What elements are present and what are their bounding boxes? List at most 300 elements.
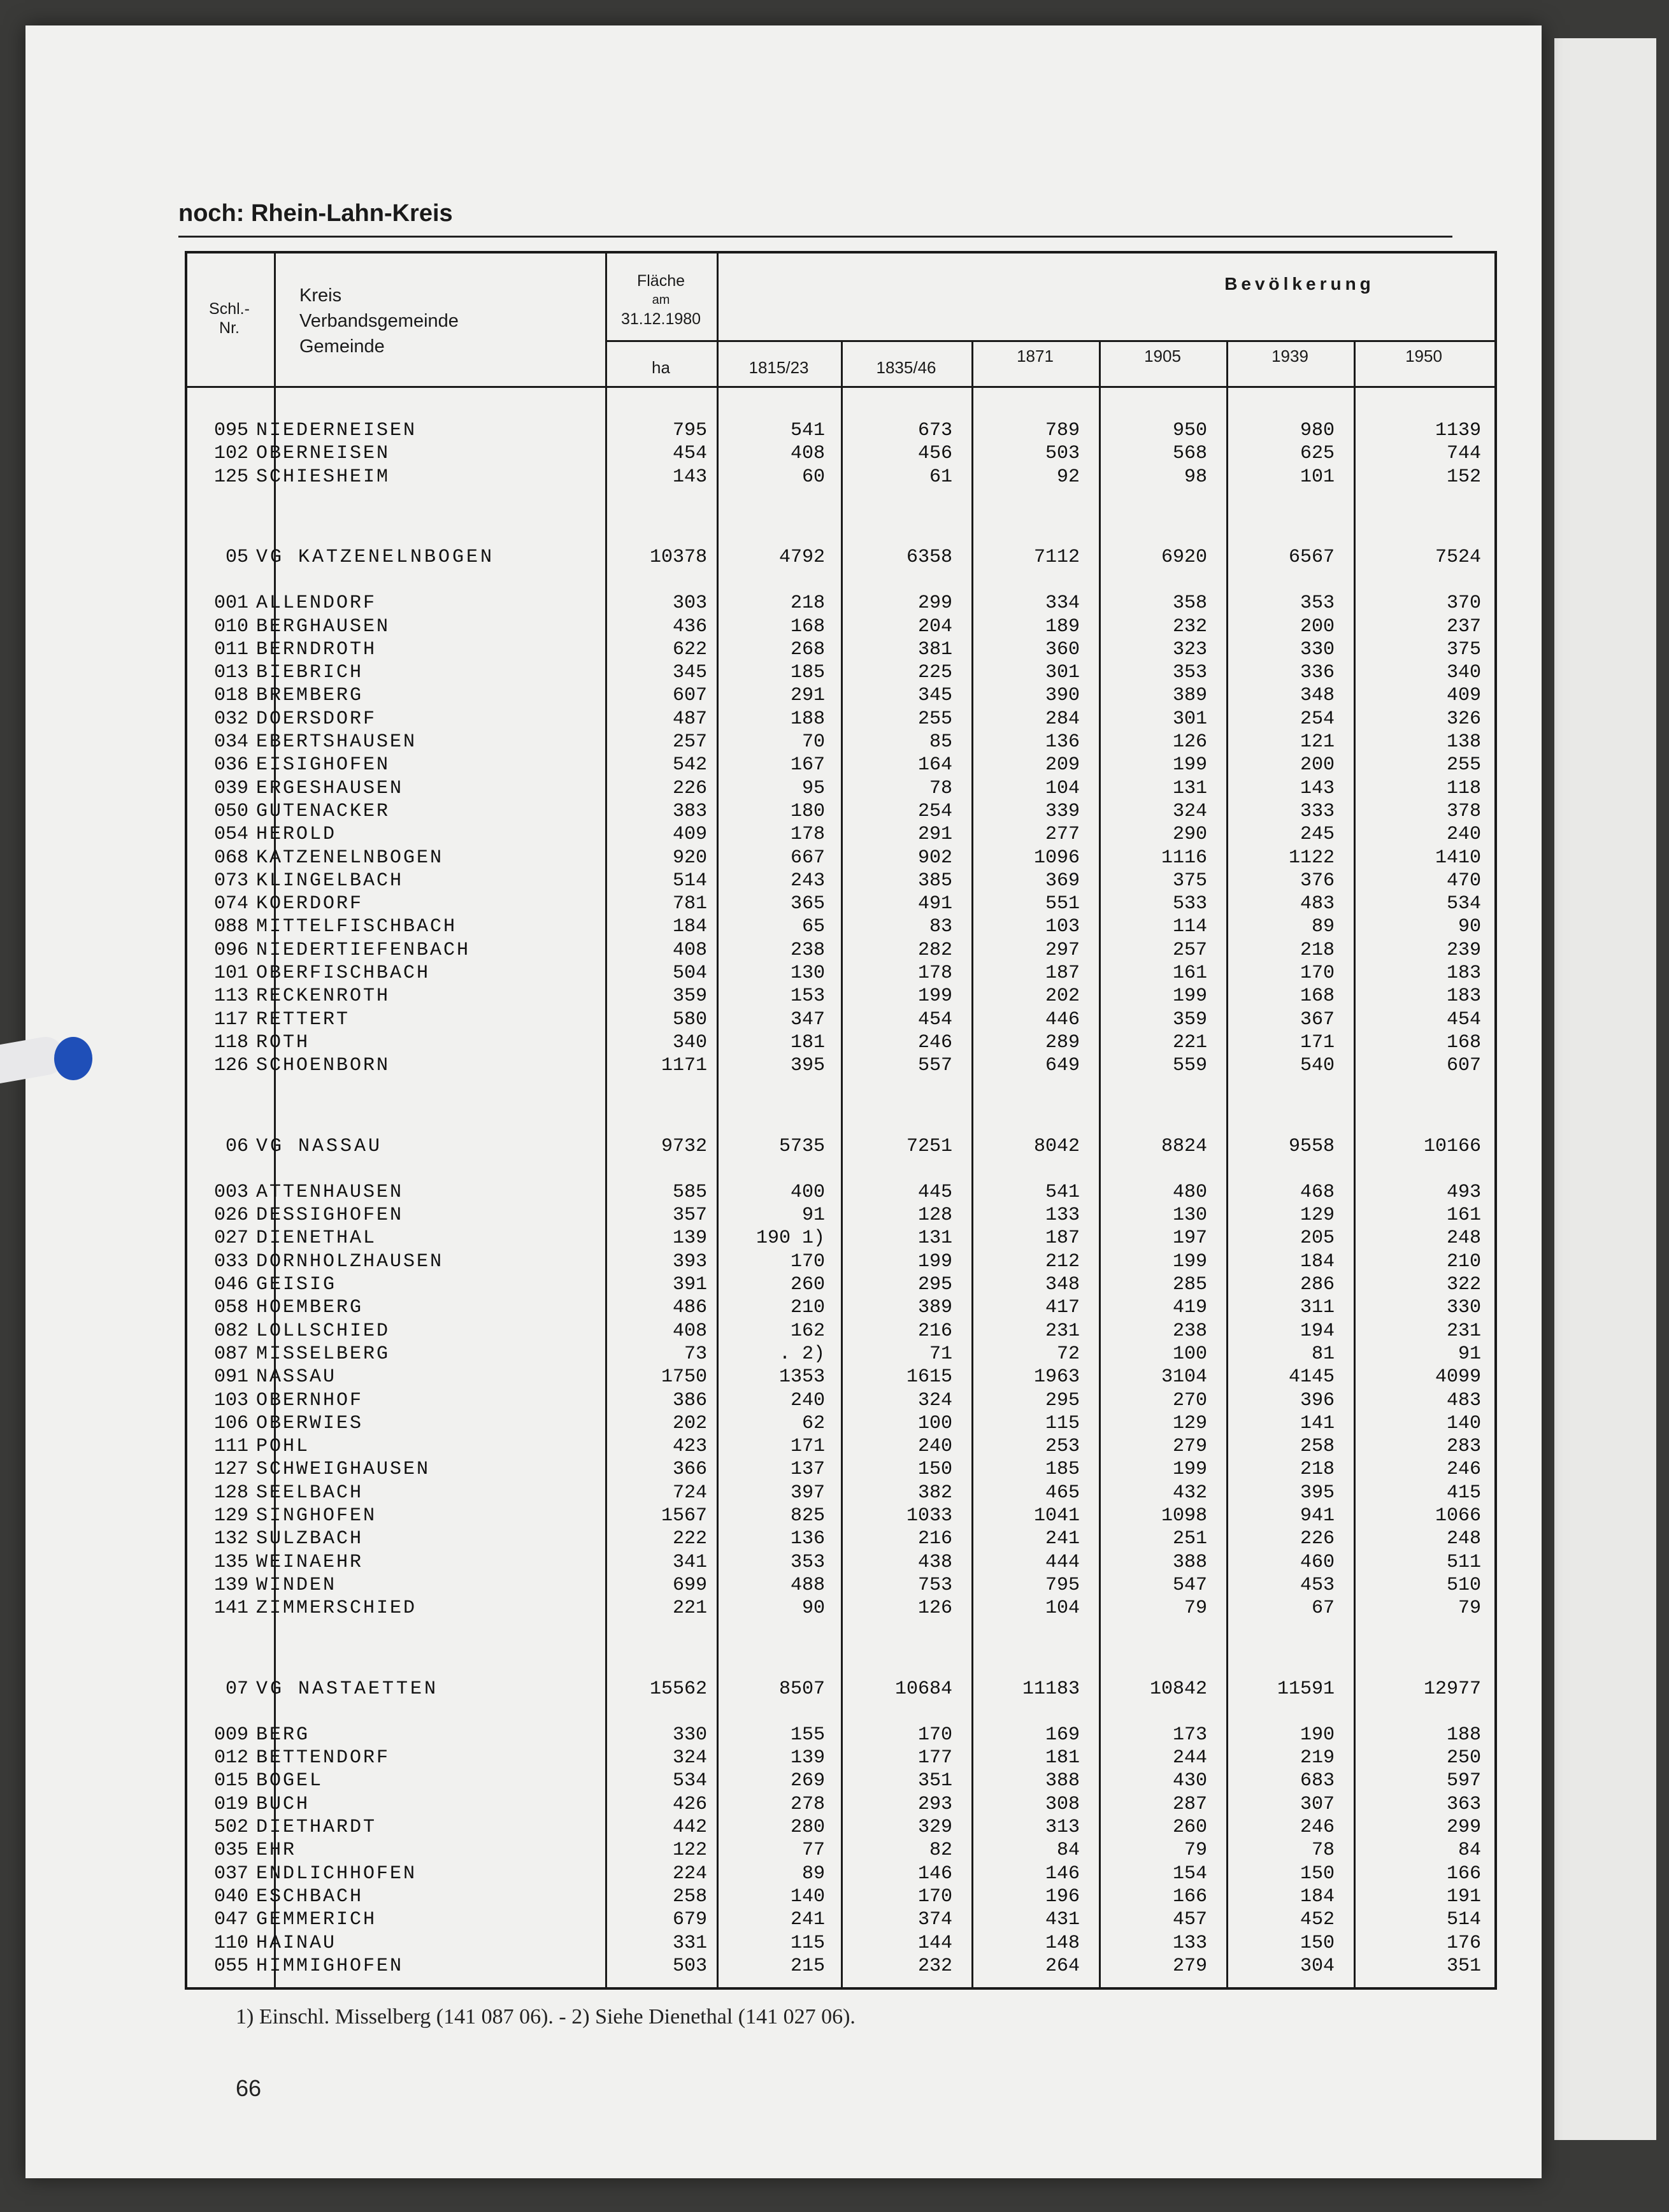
row-population-2: 551 xyxy=(1045,893,1080,915)
row-population-1: 240 xyxy=(917,1436,952,1458)
row-population-2: 390 xyxy=(1045,685,1080,707)
row-population-0: 667 xyxy=(790,846,825,869)
row-population-0: 400 xyxy=(790,1181,825,1203)
table-row xyxy=(185,662,1497,685)
table-row xyxy=(185,1955,1497,1978)
row-population-3: 950 xyxy=(1172,420,1207,441)
row-population-1: 199 xyxy=(917,985,952,1008)
row-population-4: 9558 xyxy=(1288,1135,1335,1157)
verbandsgemeinde-row xyxy=(185,546,1497,569)
row-population-4: 200 xyxy=(1300,615,1335,638)
row-number: 05 xyxy=(225,546,248,568)
row-area-ha: 15562 xyxy=(649,1678,707,1700)
row-name: POHL xyxy=(256,1436,310,1458)
table-row xyxy=(185,801,1497,824)
row-population-5: 118 xyxy=(1446,777,1481,799)
row-population-2: 1963 xyxy=(1033,1366,1080,1388)
row-area-ha: 408 xyxy=(672,939,707,961)
row-area-ha: 1567 xyxy=(661,1505,707,1527)
row-name: NASSAU xyxy=(256,1366,337,1388)
row-area-ha: 442 xyxy=(672,1816,707,1838)
row-population-2: 301 xyxy=(1045,662,1080,684)
row-population-2: 148 xyxy=(1045,1932,1080,1954)
row-name: ALLENDORF xyxy=(256,592,377,615)
row-population-1: 753 xyxy=(917,1574,952,1596)
row-population-1: 456 xyxy=(917,443,952,465)
row-name: SEELBACH xyxy=(256,1481,364,1504)
row-population-2: 185 xyxy=(1045,1459,1080,1481)
row-population-3: 244 xyxy=(1172,1747,1207,1769)
row-name: SCHIESHEIM xyxy=(256,466,390,488)
row-population-2: 308 xyxy=(1045,1793,1080,1815)
row-population-4: 330 xyxy=(1300,638,1335,660)
row-area-ha: 345 xyxy=(672,662,707,684)
row-population-2: 136 xyxy=(1045,731,1080,753)
row-population-2: 348 xyxy=(1045,1274,1080,1295)
row-population-3: 547 xyxy=(1172,1574,1207,1596)
row-population-3: 154 xyxy=(1172,1862,1207,1885)
row-area-ha: 781 xyxy=(672,893,707,915)
row-population-1: 291 xyxy=(917,824,952,846)
row-population-1: 177 xyxy=(917,1747,952,1769)
header-bevoelkerung: Bevölkerung xyxy=(1224,274,1375,294)
row-population-3: 290 xyxy=(1172,824,1207,846)
row-population-5: 183 xyxy=(1446,962,1481,984)
header-year: 1871 xyxy=(1017,346,1054,366)
row-population-5: 176 xyxy=(1446,1932,1481,1954)
row-population-2: 465 xyxy=(1045,1481,1080,1504)
row-area-ha: 920 xyxy=(672,846,707,869)
row-population-3: 173 xyxy=(1172,1723,1207,1746)
row-population-1: 10684 xyxy=(894,1678,952,1700)
row-population-3: 130 xyxy=(1172,1204,1207,1227)
row-area-ha: 699 xyxy=(672,1574,707,1596)
row-population-4: 194 xyxy=(1300,1320,1335,1342)
row-area-ha: 487 xyxy=(672,708,707,730)
row-population-0: 140 xyxy=(790,1885,825,1908)
row-number: 047 xyxy=(213,1909,248,1931)
row-name: ERGESHAUSEN xyxy=(256,777,404,799)
row-population-5: 299 xyxy=(1446,1816,1481,1838)
row-area-ha: 226 xyxy=(672,777,707,799)
row-area-ha: 221 xyxy=(672,1597,707,1620)
row-population-4: 246 xyxy=(1300,1816,1335,1838)
row-population-1: 345 xyxy=(917,685,952,707)
row-population-2: 103 xyxy=(1045,916,1080,938)
row-name: VG NASSAU xyxy=(256,1135,383,1157)
table-row xyxy=(185,1505,1497,1528)
table-row xyxy=(185,1886,1497,1909)
table-row xyxy=(185,708,1497,731)
row-population-1: 381 xyxy=(917,638,952,660)
row-population-4: 4145 xyxy=(1288,1366,1335,1388)
row-population-5: 375 xyxy=(1446,638,1481,660)
row-population-1: 254 xyxy=(917,800,952,822)
row-population-3: 323 xyxy=(1172,638,1207,660)
row-population-4: 245 xyxy=(1300,824,1335,846)
table-row xyxy=(185,420,1497,443)
row-area-ha: 386 xyxy=(672,1389,707,1411)
row-population-5: 534 xyxy=(1446,893,1481,915)
row-name: WEINAEHR xyxy=(256,1551,364,1573)
row-population-3: 232 xyxy=(1172,615,1207,638)
row-population-0: 365 xyxy=(790,893,825,915)
row-population-1: 83 xyxy=(929,916,952,938)
row-population-4: 150 xyxy=(1300,1932,1335,1954)
row-area-ha: 257 xyxy=(672,731,707,753)
row-name: VG NASTAETTEN xyxy=(256,1678,439,1700)
row-name: GEISIG xyxy=(256,1274,337,1295)
row-number: 06 xyxy=(225,1135,248,1157)
table-row xyxy=(185,466,1497,489)
row-population-4: 307 xyxy=(1300,1793,1335,1815)
row-population-2: 169 xyxy=(1045,1723,1080,1746)
table-row xyxy=(185,1747,1497,1770)
row-population-0: 218 xyxy=(790,592,825,615)
row-name: DORNHOLZHAUSEN xyxy=(256,1250,444,1273)
row-population-3: 114 xyxy=(1172,916,1207,938)
row-number: 039 xyxy=(213,777,248,799)
row-population-3: 559 xyxy=(1172,1055,1207,1077)
row-name: EHR xyxy=(256,1839,297,1862)
row-name: BERG xyxy=(256,1723,310,1746)
row-population-5: 514 xyxy=(1446,1909,1481,1931)
row-area-ha: 383 xyxy=(672,800,707,822)
table-row xyxy=(185,1032,1497,1055)
row-name: DIENETHAL xyxy=(256,1227,377,1250)
row-population-4: 6567 xyxy=(1288,546,1335,568)
row-area-ha: 1750 xyxy=(661,1366,707,1388)
row-population-1: 438 xyxy=(917,1551,952,1573)
row-area-ha: 504 xyxy=(672,962,707,984)
row-population-5: 1066 xyxy=(1435,1505,1481,1527)
row-population-0: 238 xyxy=(790,939,825,961)
row-area-ha: 607 xyxy=(672,685,707,707)
row-population-5: 607 xyxy=(1446,1055,1481,1077)
row-population-3: 98 xyxy=(1184,466,1207,488)
row-population-4: 184 xyxy=(1300,1885,1335,1908)
row-population-3: 301 xyxy=(1172,708,1207,730)
row-population-1: 445 xyxy=(917,1181,952,1203)
header-schl-nr: Schl.- Nr. xyxy=(209,300,250,337)
table-row xyxy=(185,778,1497,801)
row-population-3: 533 xyxy=(1172,893,1207,915)
table-row xyxy=(185,1320,1497,1343)
row-area-ha: 393 xyxy=(672,1250,707,1273)
row-population-0: 278 xyxy=(790,1793,825,1815)
row-area-ha: 341 xyxy=(672,1551,707,1573)
row-population-3: 270 xyxy=(1172,1389,1207,1411)
row-population-2: 339 xyxy=(1045,800,1080,822)
row-population-2: 297 xyxy=(1045,939,1080,961)
row-number: 129 xyxy=(213,1505,248,1527)
row-population-4: 226 xyxy=(1300,1528,1335,1550)
row-area-ha: 143 xyxy=(672,466,707,488)
row-population-5: 246 xyxy=(1446,1459,1481,1481)
row-number: 096 xyxy=(213,939,248,961)
row-population-0: 139 xyxy=(790,1747,825,1769)
row-population-1: 100 xyxy=(917,1412,952,1434)
row-population-4: 101 xyxy=(1300,466,1335,488)
row-population-5: 10166 xyxy=(1423,1135,1481,1157)
row-number: 013 xyxy=(213,662,248,684)
row-population-0: 167 xyxy=(790,754,825,776)
row-population-1: 144 xyxy=(917,1932,952,1954)
row-population-1: 299 xyxy=(917,592,952,615)
table-row xyxy=(185,639,1497,662)
row-population-5: 330 xyxy=(1446,1297,1481,1319)
row-number: 015 xyxy=(213,1770,248,1792)
row-name: HEROLD xyxy=(256,824,337,846)
row-population-4: 258 xyxy=(1300,1436,1335,1458)
row-area-ha: 580 xyxy=(672,1008,707,1031)
row-population-2: 289 xyxy=(1045,1031,1080,1053)
row-population-5: 240 xyxy=(1446,824,1481,846)
row-population-3: 131 xyxy=(1172,777,1207,799)
table-row xyxy=(185,1227,1497,1250)
row-number: 118 xyxy=(213,1031,248,1053)
row-population-2: 253 xyxy=(1045,1436,1080,1458)
row-number: 033 xyxy=(213,1250,248,1273)
row-population-1: 216 xyxy=(917,1320,952,1342)
row-population-1: 295 xyxy=(917,1274,952,1295)
header-date-line: 31.12.1980 xyxy=(620,310,701,328)
row-population-2: 209 xyxy=(1045,754,1080,776)
row-name: SINGHOFEN xyxy=(256,1505,377,1527)
row-name: GEMMERICH xyxy=(256,1909,377,1931)
row-population-2: 146 xyxy=(1045,1862,1080,1885)
row-population-1: 178 xyxy=(917,962,952,984)
row-population-5: 454 xyxy=(1446,1008,1481,1031)
row-population-4: 395 xyxy=(1300,1481,1335,1504)
row-population-3: 419 xyxy=(1172,1297,1207,1319)
row-population-0: 136 xyxy=(790,1528,825,1550)
row-population-5: 363 xyxy=(1446,1793,1481,1815)
row-area-ha: 795 xyxy=(672,420,707,441)
row-population-3: 279 xyxy=(1172,1436,1207,1458)
row-number: 126 xyxy=(213,1055,248,1077)
row-population-3: 199 xyxy=(1172,1250,1207,1273)
row-population-1: 491 xyxy=(917,893,952,915)
row-population-2: 187 xyxy=(1045,962,1080,984)
row-population-3: 6920 xyxy=(1161,546,1207,568)
row-population-5: 166 xyxy=(1446,1862,1481,1885)
row-name: BETTENDORF xyxy=(256,1747,390,1769)
row-population-5: 351 xyxy=(1446,1955,1481,1977)
row-population-2: 277 xyxy=(1045,824,1080,846)
row-population-0: 280 xyxy=(790,1816,825,1838)
row-population-2: 202 xyxy=(1045,985,1080,1008)
page-number: 66 xyxy=(236,2075,262,2101)
row-population-2: 72 xyxy=(1056,1343,1080,1365)
row-population-4: 483 xyxy=(1300,893,1335,915)
row-population-1: 61 xyxy=(929,466,952,488)
row-population-4: 89 xyxy=(1311,916,1335,938)
row-name: RETTERT xyxy=(256,1008,350,1031)
row-name: ZIMMERSCHIED xyxy=(256,1597,417,1620)
row-population-0: 180 xyxy=(790,800,825,822)
table-row xyxy=(185,1528,1497,1551)
row-population-4: 348 xyxy=(1300,685,1335,707)
row-population-3: 358 xyxy=(1172,592,1207,615)
row-population-5: 597 xyxy=(1446,1770,1481,1792)
row-population-0: 240 xyxy=(790,1389,825,1411)
row-name: DOERSDORF xyxy=(256,708,377,730)
row-population-1: 131 xyxy=(917,1227,952,1250)
row-population-3: 1116 xyxy=(1161,846,1207,869)
row-population-0: 5735 xyxy=(778,1135,825,1157)
row-population-2: 446 xyxy=(1045,1008,1080,1031)
row-population-4: 683 xyxy=(1300,1770,1335,1792)
row-area-ha: 324 xyxy=(672,1747,707,1769)
row-population-4: 336 xyxy=(1300,662,1335,684)
row-population-0: 130 xyxy=(790,962,825,984)
row-population-5: 152 xyxy=(1446,466,1481,488)
row-name: KLINGELBACH xyxy=(256,869,404,892)
row-population-4: 453 xyxy=(1300,1574,1335,1596)
row-area-ha: 202 xyxy=(672,1412,707,1434)
row-name: GUTENACKER xyxy=(256,800,390,822)
row-population-4: 219 xyxy=(1300,1747,1335,1769)
row-name: HAINAU xyxy=(256,1932,337,1954)
table-row xyxy=(185,1932,1497,1955)
row-number: 010 xyxy=(213,615,248,638)
row-population-5: 168 xyxy=(1446,1031,1481,1053)
row-number: 027 xyxy=(213,1227,248,1250)
header-unit: ha xyxy=(652,358,670,377)
row-population-0: 268 xyxy=(790,638,825,660)
row-population-5: 370 xyxy=(1446,592,1481,615)
row-area-ha: 454 xyxy=(672,443,707,465)
row-population-2: 444 xyxy=(1045,1551,1080,1573)
row-area-ha: 139 xyxy=(672,1227,707,1250)
row-area-ha: 426 xyxy=(672,1793,707,1815)
row-number: 082 xyxy=(213,1320,248,1342)
row-population-0: 95 xyxy=(801,777,825,799)
verbandsgemeinde-row xyxy=(185,1678,1497,1701)
row-number: 091 xyxy=(213,1366,248,1388)
row-name: NIEDERTIEFENBACH xyxy=(256,939,471,961)
row-population-3: 568 xyxy=(1172,443,1207,465)
row-area-ha: 534 xyxy=(672,1770,707,1792)
row-population-0: 269 xyxy=(790,1770,825,1792)
row-population-4: 129 xyxy=(1300,1204,1335,1227)
row-population-0: 155 xyxy=(790,1723,825,1746)
row-number: 055 xyxy=(213,1955,248,1977)
table-row xyxy=(185,1794,1497,1816)
row-name: DESSIGHOFEN xyxy=(256,1204,404,1227)
row-name: EBERTSHAUSEN xyxy=(256,731,417,753)
row-population-3: 285 xyxy=(1172,1274,1207,1295)
row-population-3: 166 xyxy=(1172,1885,1207,1908)
row-population-1: 324 xyxy=(917,1389,952,1411)
row-population-3: 3104 xyxy=(1161,1366,1207,1388)
row-population-4: 311 xyxy=(1300,1297,1335,1319)
row-population-2: 795 xyxy=(1045,1574,1080,1596)
row-population-1: 225 xyxy=(917,662,952,684)
row-area-ha: 224 xyxy=(672,1862,707,1885)
row-name: OBERNEISEN xyxy=(256,443,390,465)
row-area-ha: 359 xyxy=(672,985,707,1008)
row-area-ha: 330 xyxy=(672,1723,707,1746)
row-name: KATZENELNBOGEN xyxy=(256,846,444,869)
table-row xyxy=(185,824,1497,846)
row-number: 073 xyxy=(213,869,248,892)
row-population-2: 133 xyxy=(1045,1204,1080,1227)
row-area-ha: 542 xyxy=(672,754,707,776)
row-number: 068 xyxy=(213,846,248,869)
row-number: 074 xyxy=(213,893,248,915)
row-population-1: 170 xyxy=(917,1885,952,1908)
row-population-5: 326 xyxy=(1446,708,1481,730)
row-population-2: 431 xyxy=(1045,1909,1080,1931)
row-population-3: 8824 xyxy=(1161,1135,1207,1157)
row-population-3: 1098 xyxy=(1161,1505,1207,1527)
table-row xyxy=(185,962,1497,985)
row-area-ha: 391 xyxy=(672,1274,707,1295)
row-area-ha: 585 xyxy=(672,1181,707,1203)
row-name: LOLLSCHIED xyxy=(256,1320,390,1342)
row-population-3: 199 xyxy=(1172,754,1207,776)
row-population-0: 70 xyxy=(801,731,825,753)
row-population-4: 171 xyxy=(1300,1031,1335,1053)
row-population-2: 231 xyxy=(1045,1320,1080,1342)
row-population-5: 138 xyxy=(1446,731,1481,753)
row-number: 058 xyxy=(213,1297,248,1319)
row-number: 054 xyxy=(213,824,248,846)
row-population-2: 284 xyxy=(1045,708,1080,730)
row-population-1: 454 xyxy=(917,1008,952,1031)
row-population-5: 248 xyxy=(1446,1227,1481,1250)
row-name: BIEBRICH xyxy=(256,662,364,684)
row-name: MITTELFISCHBACH xyxy=(256,916,457,938)
row-number: 110 xyxy=(213,1932,248,1954)
table-row xyxy=(185,939,1497,962)
row-number: 026 xyxy=(213,1204,248,1227)
row-population-4: 67 xyxy=(1311,1597,1335,1620)
row-population-3: 353 xyxy=(1172,662,1207,684)
row-population-4: 143 xyxy=(1300,777,1335,799)
row-population-2: 649 xyxy=(1045,1055,1080,1077)
row-population-5: 493 xyxy=(1446,1181,1481,1203)
row-population-5: 283 xyxy=(1446,1436,1481,1458)
row-population-3: 457 xyxy=(1172,1909,1207,1931)
row-population-3: 221 xyxy=(1172,1031,1207,1053)
table-row xyxy=(185,1366,1497,1389)
row-name: BOGEL xyxy=(256,1770,324,1792)
row-area-ha: 9732 xyxy=(661,1135,707,1157)
row-population-0: 181 xyxy=(790,1031,825,1053)
row-population-4: 150 xyxy=(1300,1862,1335,1885)
row-population-4: 218 xyxy=(1300,939,1335,961)
table-row xyxy=(185,1343,1497,1366)
row-population-1: 146 xyxy=(917,1862,952,1885)
row-population-0: 65 xyxy=(801,916,825,938)
row-name: EISIGHOFEN xyxy=(256,754,390,776)
row-population-0: 488 xyxy=(790,1574,825,1596)
row-area-ha: 503 xyxy=(672,1955,707,1977)
row-name: KOERDORF xyxy=(256,893,364,915)
header-rule xyxy=(605,340,1497,342)
row-number: 009 xyxy=(213,1723,248,1746)
row-population-2: 417 xyxy=(1045,1297,1080,1319)
table-row xyxy=(185,1863,1497,1886)
row-population-0: 91 xyxy=(801,1204,825,1227)
row-population-0: 171 xyxy=(790,1436,825,1458)
row-population-1: 293 xyxy=(917,1793,952,1815)
row-name: OBERNHOF xyxy=(256,1389,364,1411)
row-number: 141 xyxy=(213,1597,248,1620)
